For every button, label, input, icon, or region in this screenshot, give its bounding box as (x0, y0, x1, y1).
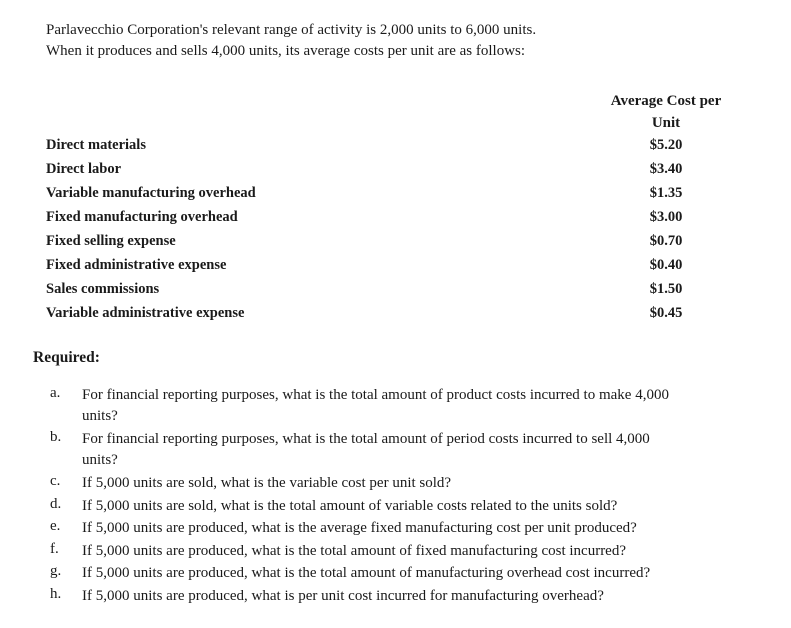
question-text: If 5,000 units are produced, what is the total amount of fixed manufacturing cost incurred? (82, 542, 626, 559)
question-text-continued: units? (82, 408, 118, 424)
required-heading: Required: (33, 349, 100, 366)
cost-label: Variable manufacturing overhead (46, 185, 256, 201)
table-row (46, 231, 736, 255)
question-letter: b. (50, 429, 62, 445)
column-header-line-2: Unit (651, 115, 681, 131)
question-text-continued: units? (82, 452, 118, 468)
cost-label: Direct labor (46, 161, 122, 177)
question-text: If 5,000 units are produced, what is per unit cost incurred for manufacturing overhead? (82, 587, 604, 604)
question-letter: c. (50, 473, 61, 489)
cost-label: Fixed selling expense (46, 233, 176, 249)
cost-value: $3.00 (649, 209, 683, 225)
cost-label: Variable administrative expense (46, 305, 245, 321)
list-item (50, 586, 750, 609)
intro-line-2: When it produces and sells 4,000 units, its average costs per unit are as follows: (46, 43, 526, 59)
question-text: If 5,000 units are produced, what is the average fixed manufacturing cost per unit produced? (82, 520, 637, 536)
table-row (46, 159, 736, 183)
list-item (50, 496, 750, 519)
table-row (46, 183, 736, 207)
question-list (50, 385, 750, 608)
cost-label: Sales commissions (46, 281, 160, 297)
question-text: If 5,000 units are sold, what is the variable cost per unit sold? (82, 475, 452, 491)
question-text: For financial reporting purposes, what is the total amount of period costs incurred to sell 4,000 (82, 431, 650, 447)
cost-value: $1.35 (649, 185, 683, 201)
list-item (50, 518, 750, 541)
question-text: If 5,000 units are produced, what is the total amount of manufacturing overhead cost incurred? (82, 565, 651, 581)
list-item (50, 473, 750, 496)
table-row (46, 255, 736, 279)
cost-label: Direct materials (46, 137, 146, 153)
cost-table (46, 135, 736, 327)
intro-line-1: Parlavecchio Corporation's relevant range of activity is 2,000 units to 6,000 units. (46, 22, 537, 38)
question-letter: h. (50, 585, 62, 602)
question-letter: e. (50, 518, 61, 534)
question-text: If 5,000 units are sold, what is the total amount of variable costs related to the units sold? (82, 497, 618, 514)
question-letter: d. (50, 495, 62, 512)
intro-paragraph (46, 20, 536, 62)
cost-label: Fixed manufacturing overhead (46, 209, 238, 225)
table-row (46, 303, 736, 327)
table-row (46, 207, 736, 231)
list-item (50, 541, 750, 564)
column-header-line-1: Average Cost per (610, 93, 722, 109)
list-item (50, 563, 750, 586)
column-header-average-cost (596, 90, 736, 134)
question-letter: a. (50, 385, 61, 401)
cost-value: $0.70 (649, 233, 683, 249)
cost-value: $0.45 (649, 305, 683, 321)
cost-value: $3.40 (649, 161, 683, 177)
question-letter: g. (50, 563, 62, 579)
table-row (46, 279, 736, 303)
table-row (46, 135, 736, 159)
cost-value: $0.40 (649, 257, 683, 273)
question-letter: f. (50, 540, 59, 557)
list-item (50, 385, 750, 429)
cost-value: $1.50 (649, 281, 683, 297)
cost-value: $5.20 (649, 137, 683, 153)
question-text: For financial reporting purposes, what is the total amount of product costs incurred to make 4,000 (82, 387, 669, 403)
cost-label: Fixed administrative expense (46, 257, 227, 273)
list-item (50, 429, 750, 473)
